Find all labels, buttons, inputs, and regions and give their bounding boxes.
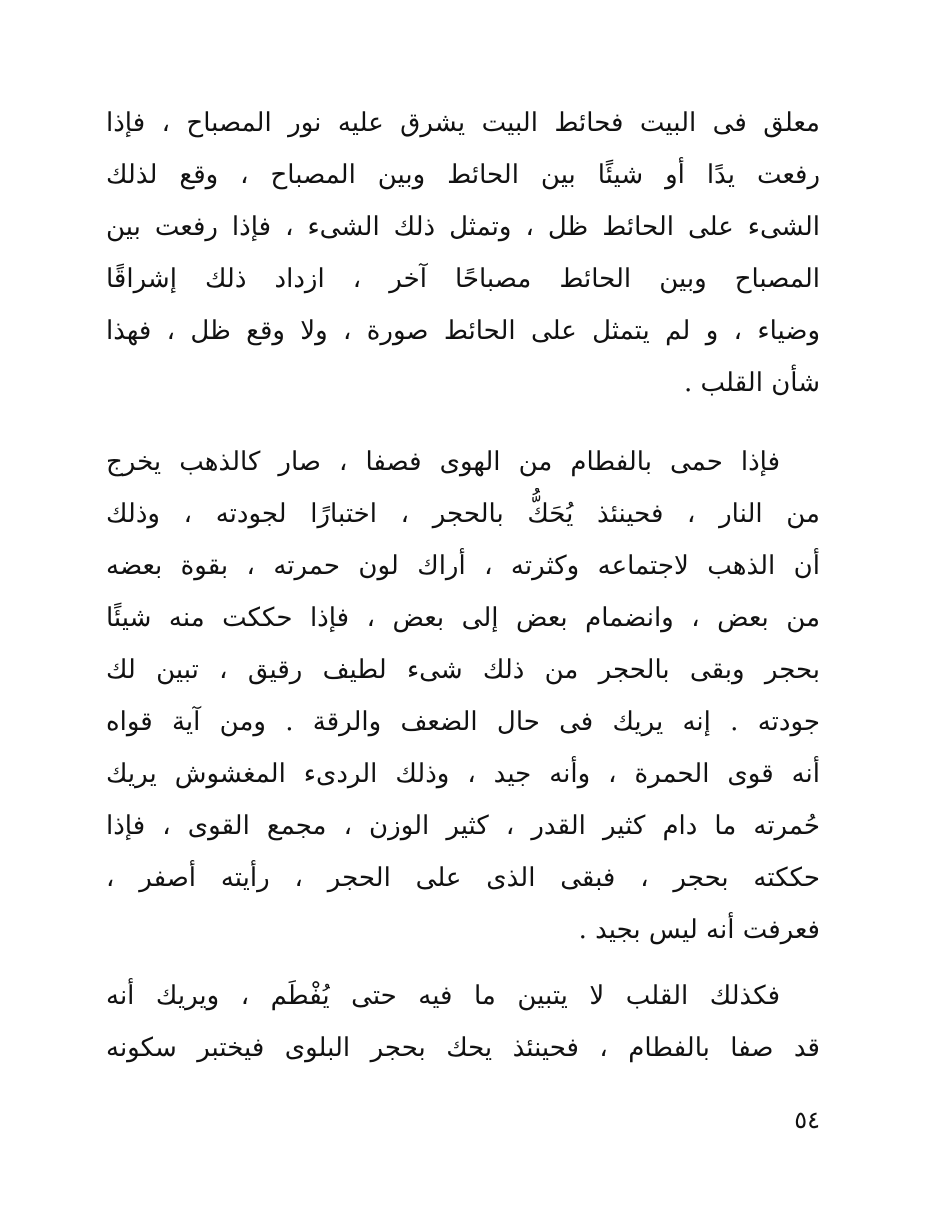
paragraph-1: [106, 97, 820, 409]
paragraph-line: من بعض ، وانضمام بعض إلى بعض ، فإذا حككت منه شيئًا: [106, 603, 820, 633]
paragraph-line: فكذلك القلب لا يتبين ما فيه حتى يُفْطَم ، ويريك أنه: [106, 981, 780, 1011]
paragraph-line: قد صفا بالفطام ، فحينئذ يحك بحجر البلوى فيختبر سكونه: [106, 1033, 820, 1063]
paragraph-line: شأن القلب .: [683, 368, 820, 398]
paragraph-line: المصباح وبين الحائط مصباحًا آخر ، ازداد ذلك إشراقًا: [106, 264, 820, 294]
paragraph-line: الشىء على الحائط ظل ، وتمثل ذلك الشىء ، فإذا رفعت بين: [106, 212, 820, 242]
paragraph-line: رفعت يدًا أو شيئًا بين الحائط وبين المصباح ، وقع لذلك: [106, 160, 820, 190]
paragraph-2: [106, 436, 820, 956]
page-number: ٥٤: [794, 1106, 820, 1134]
paragraph-line: حككته بحجر ، فبقى الذى على الحجر ، رأيته أصفر ،: [106, 863, 820, 893]
paragraph-line: حُمرته ما دام كثير القدر ، كثير الوزن ، مجمع القوى ، فإذا: [106, 811, 820, 841]
paragraph-line: من النار ، فحينئذ يُحَكُّ بالحجر ، اختبارًا لجودته ، وذلك: [106, 499, 820, 529]
paragraph-line: جودته . إنه يريك فى حال الضعف والرقة . ومن آية قواه: [106, 707, 820, 737]
paragraph-line: أن الذهب لاجتماعه وكثرته ، أراك لون حمرته ، بقوة بعضه: [106, 551, 820, 581]
paragraph-line: بحجر وبقى بالحجر من ذلك شىء لطيف رقيق ، تبين لك: [106, 655, 820, 685]
paragraph-line: وضياء ، و لم يتمثل على الحائط صورة ، ولا وقع ظل ، فهذا: [106, 316, 820, 346]
paragraph-line: أنه قوى الحمرة ، وأنه جيد ، وذلك الردىء المغشوش يريك: [106, 759, 820, 789]
paragraph-line: معلق فى البيت فحائط البيت يشرق عليه نور المصباح ، فإذا: [106, 108, 820, 138]
paragraph-line: فإذا حمى بالفطام من الهوى فصفا ، صار كالذهب يخرج: [106, 447, 780, 477]
paragraph-line: فعرفت أنه ليس بجيد .: [578, 915, 820, 945]
paragraph-3: [106, 970, 820, 1074]
